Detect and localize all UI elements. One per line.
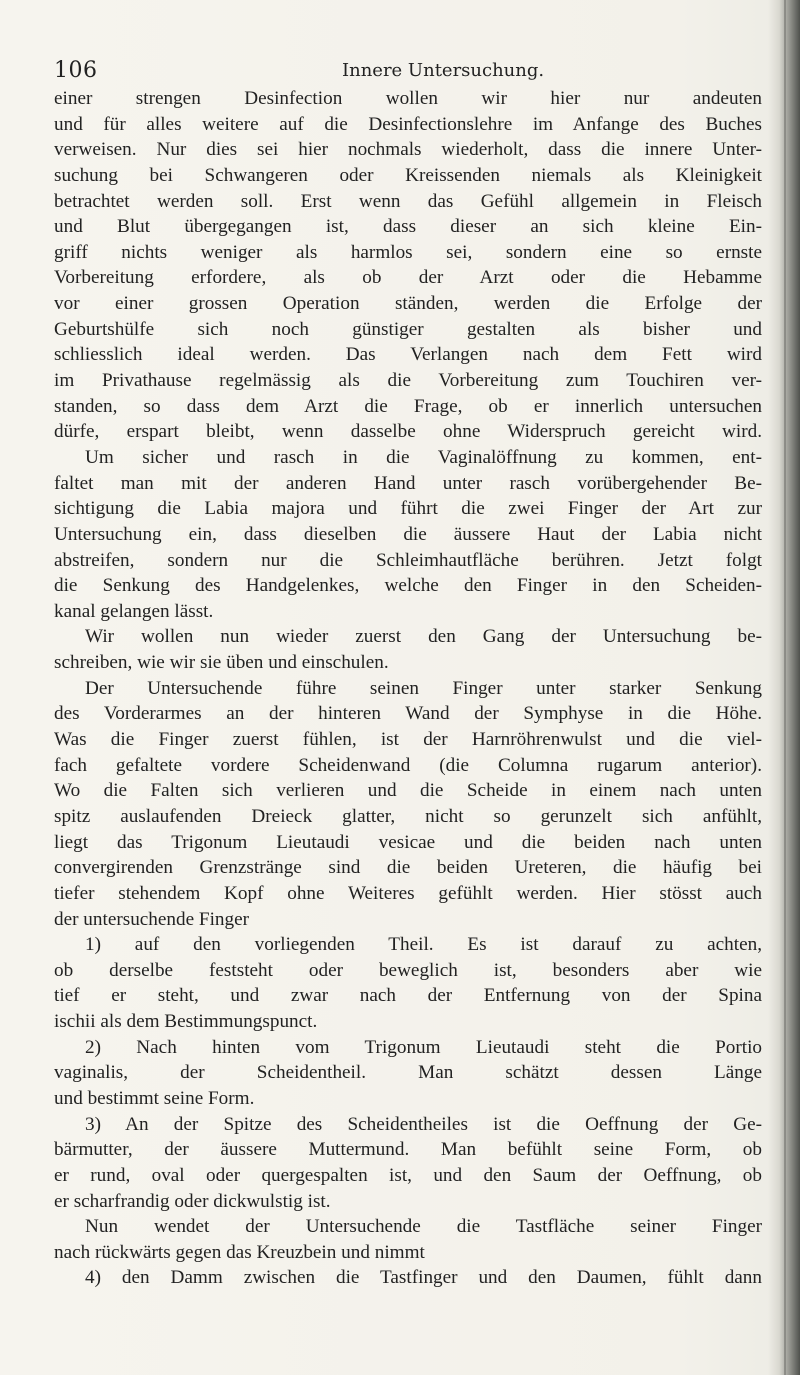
text-line: und bestimmt seine Form.: [54, 1087, 255, 1109]
text-line: dürfe, erspart bleibt, wenn dasselbe ohne Widerspruch gereicht wird.: [54, 421, 762, 443]
text-line: 1) auf den vorliegenden Theil. Es ist darauf zu achten,: [85, 934, 762, 956]
text-line: des Vorderarmes an der hinteren Wand der Symphyse in die Höhe.: [54, 703, 762, 725]
text-line: Wir wollen nun wieder zuerst den Gang der Untersuchung be-: [85, 626, 762, 648]
text-line: liegt das Trigonum Lieutaudi vesicae und die beiden nach unten: [54, 831, 762, 853]
text-line: tiefer stehendem Kopf ohne Weiteres gefühlt werden. Hier stösst auch: [54, 882, 762, 904]
text-line: vor einer grossen Operation ständen, werden die Erfolge der: [54, 293, 762, 315]
text-line: ob derselbe feststeht oder beweglich ist, besonders aber wie: [54, 959, 762, 981]
text-line: Wo die Falten sich verlieren und die Scheide in einem nach unten: [54, 780, 762, 802]
text-line: schliesslich ideal werden. Das Verlangen nach dem Fett wird: [54, 344, 762, 366]
text-line: die Senkung des Handgelenkes, welche den Finger in den Scheiden-: [54, 575, 762, 597]
text-line: im Privathause regelmässig als die Vorbereitung zum Touchiren ver-: [54, 370, 762, 392]
page-edge-shadow: [784, 0, 786, 1375]
text-line: spitz auslaufenden Dreieck glatter, nicht so gerunzelt sich anfühlt,: [54, 805, 762, 827]
text-line: standen, so dass dem Arzt die Frage, ob er innerlich untersuchen: [54, 395, 762, 417]
text-line: verweisen. Nur dies sei hier nochmals wiederholt, dass die innere Unter-: [54, 139, 762, 161]
text-line: vaginalis, der Scheidentheil. Man schätzt dessen Länge: [54, 1062, 762, 1084]
text-line: convergirenden Grenzstränge sind die beiden Ureteren, die häufig bei: [54, 857, 762, 879]
text-line: abstreifen, sondern nur die Schleimhautfläche berühren. Jetzt folgt: [54, 549, 762, 571]
body-text: [54, 86, 762, 1291]
text-line: und Blut übergegangen ist, dass dieser an sich kleine Ein-: [54, 216, 762, 238]
text-line: betrachtet werden soll. Erst wenn das Gefühl allgemein in Fleisch: [54, 190, 762, 212]
page-header: [54, 58, 754, 88]
page-number: 106: [54, 58, 98, 83]
text-line: 4) den Damm zwischen die Tastfinger und den Daumen, fühlt dann: [85, 1267, 762, 1289]
text-line: kanal gelangen lässt.: [54, 600, 214, 622]
text-line: tief er steht, und zwar nach der Entfernung von der Spina: [54, 985, 762, 1007]
text-line: faltet man mit der anderen Hand unter rasch vorübergehender Be-: [54, 472, 762, 494]
text-line: Geburtshülfe sich noch günstiger gestalten als bisher und: [54, 318, 762, 340]
text-line: einer strengen Desinfection wollen wir hier nur andeuten: [54, 88, 762, 109]
text-line: Untersuchung ein, dass dieselben die äussere Haut der Labia nicht: [54, 523, 762, 545]
text-line: nach rückwärts gegen das Kreuzbein und nimmt: [54, 1241, 425, 1263]
text-line: und für alles weitere auf die Desinfectionslehre im Anfange des Buches: [54, 113, 762, 135]
text-line: ischii als dem Bestimmungspunct.: [54, 1011, 318, 1033]
text-line: er rund, oval oder quergespalten ist, und den Saum der Oeffnung, ob: [54, 1164, 762, 1186]
text-line: schreiben, wie wir sie üben und einschulen.: [54, 652, 389, 674]
running-title: Innere Untersuchung.: [342, 60, 545, 81]
text-line: 3) An der Spitze des Scheidentheiles ist die Oeffnung der Ge-: [85, 1113, 762, 1135]
text-line: Vorbereitung erfordere, als ob der Arzt oder die Hebamme: [54, 267, 762, 289]
text-line: 2) Nach hinten vom Trigonum Lieutaudi steht die Portio: [85, 1036, 762, 1058]
text-line: sichtigung die Labia majora und führt die zwei Finger der Art zur: [54, 498, 762, 520]
text-line: bärmutter, der äussere Muttermund. Man befühlt seine Form, ob: [54, 1139, 762, 1161]
text-line: er scharfrandig oder dickwulstig ist.: [54, 1190, 331, 1212]
text-line: fach gefaltete vordere Scheidenwand (die Columna rugarum anterior).: [54, 754, 762, 776]
text-line: Was die Finger zuerst fühlen, ist der Harnröhrenwulst und die viel-: [54, 729, 762, 751]
text-line: Um sicher und rasch in die Vaginalöffnung zu kommen, ent-: [85, 446, 762, 468]
text-line: suchung bei Schwangeren oder Kreissenden niemals als Kleinigkeit: [54, 164, 762, 186]
text-line: griff nichts weniger als harmlos sei, sondern eine so ernste: [54, 241, 762, 263]
text-line: Der Untersuchende führe seinen Finger unter starker Senkung: [85, 677, 762, 699]
text-line: der untersuchende Finger: [54, 908, 250, 930]
text-line: Nun wendet der Untersuchende die Tastfläche seiner Finger: [85, 1216, 762, 1238]
